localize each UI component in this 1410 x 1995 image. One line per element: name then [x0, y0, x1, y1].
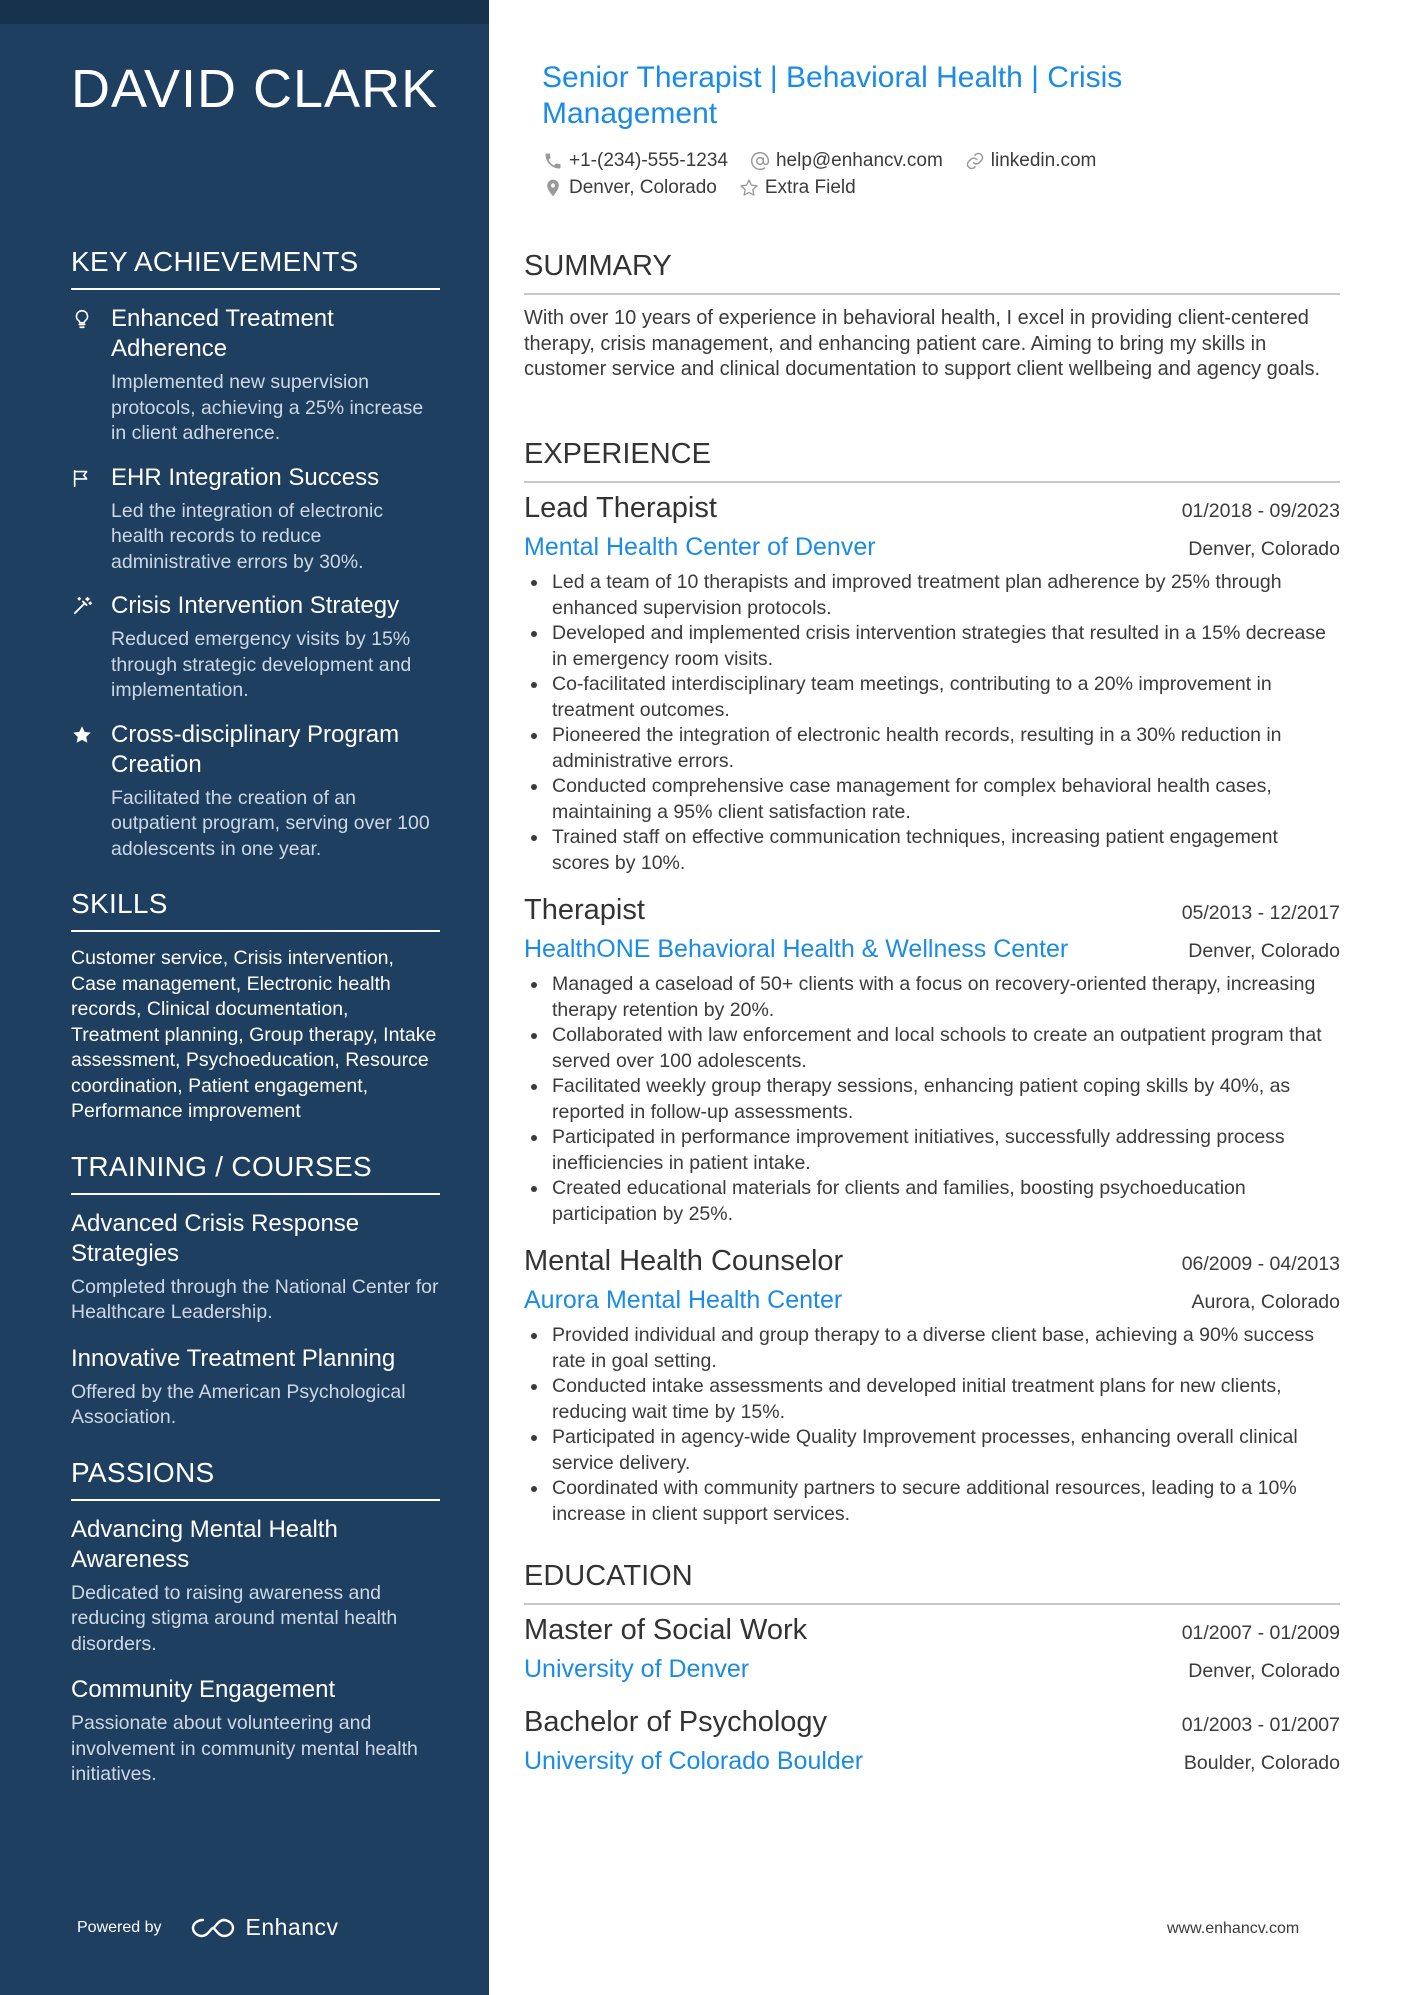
job-location: Denver, Colorado: [1188, 538, 1340, 560]
passion-title: Community Engagement: [71, 1676, 336, 1703]
phone-text: +1-(234)-555-1234: [569, 149, 728, 171]
training-section: [71, 1151, 440, 1431]
experience-item: [524, 1245, 1340, 1527]
location-pin-icon: [543, 178, 563, 198]
company-name: Aurora Mental Health Center: [524, 1286, 843, 1314]
bullet-item: Trained staff on effective communication techniques, increasing patient engagement scores by 10%.: [524, 825, 1340, 876]
linkedin-text: linkedin.com: [990, 149, 1097, 171]
job-dates: 05/2013 - 12/2017: [1181, 902, 1340, 924]
skills-heading: SKILLS: [71, 888, 440, 932]
achievement-title: Cross-disciplinary Program Creation: [111, 720, 400, 778]
bullet-item: Led a team of 10 therapists and improved treatment plan adherence by 25% through enhanced supervision protocols.: [524, 570, 1340, 621]
job-title: Mental Health Counselor: [524, 1245, 844, 1277]
bullet-item: Participated in agency-wide Quality Improvement processes, enhancing overall clinical service delivery.: [524, 1425, 1340, 1476]
job-location: Aurora, Colorado: [1191, 1291, 1340, 1313]
bullet-item: Created educational materials for clients and families, boosting psychoeducation participation by 25%.: [524, 1176, 1340, 1227]
achievement-title: Enhanced Treatment Adherence: [111, 305, 334, 362]
lightbulb-icon: [71, 304, 111, 447]
education-heading: EDUCATION: [524, 1560, 1340, 1605]
location-text: Denver, Colorado: [569, 176, 717, 198]
passion-item: [71, 1515, 440, 1658]
powered-by: [77, 1914, 339, 1941]
company-name: HealthONE Behavioral Health & Wellness Center: [524, 935, 1069, 963]
training-description: Offered by the American Psychological Association.: [71, 1380, 406, 1428]
bullet-item: Developed and implemented crisis intervention strategies that resulted in a 15% decrease in emergency room visits.: [524, 621, 1340, 672]
training-description: Completed through the National Center for Healthcare Leadership.: [71, 1275, 439, 1323]
bullet-item: Coordinated with community partners to secure additional resources, leading to a 10% increase in client support services.: [524, 1476, 1340, 1527]
achievement-description: Implemented new supervision protocols, achieving a 25% increase in client adherence.: [111, 371, 424, 444]
passion-description: Passionate about volunteering and involvement in community mental health initiatives.: [71, 1712, 418, 1785]
job-dates: 06/2009 - 04/2013: [1181, 1253, 1340, 1275]
location-contact: [543, 177, 717, 199]
summary-heading: SUMMARY: [524, 250, 1340, 295]
bullet-item: Managed a caseload of 50+ clients with a focus on recovery-oriented therapy, increasing therapy retention by 20%.: [524, 972, 1340, 1023]
school-name: University of Denver: [524, 1655, 750, 1683]
achievement-item: [71, 463, 440, 576]
education-item: [524, 1706, 1340, 1776]
enhancv-wordmark: Enhancv: [245, 1914, 339, 1940]
powered-by-label: Powered by: [77, 1918, 162, 1936]
bullet-item: Co-facilitated interdisciplinary team meetings, contributing to a 20% improvement in treatment outcomes.: [524, 672, 1340, 723]
experience-heading: EXPERIENCE: [524, 438, 1340, 483]
extra-field-contact: [739, 177, 856, 199]
education-dates: 01/2003 - 01/2007: [1181, 1714, 1340, 1736]
job-location: Denver, Colorado: [1188, 940, 1340, 962]
bullet-item: Facilitated weekly group therapy sessions, enhancing patient coping skills by 40%, as reported in follow-up assessments.: [524, 1074, 1340, 1125]
degree: Bachelor of Psychology: [524, 1706, 828, 1738]
achievement-title: EHR Integration Success: [111, 463, 380, 491]
achievement-item: [71, 304, 440, 447]
bullet-item: Provided individual and group therapy to a diverse client base, achieving a 90% success rate in goal setting.: [524, 1323, 1340, 1374]
bullet-item: Participated in performance improvement initiatives, successfully addressing process inefficiencies in patient intake.: [524, 1125, 1340, 1176]
contact-info: [543, 147, 1343, 201]
education-item: [524, 1614, 1340, 1684]
sidebar-top-bar: [0, 0, 489, 24]
achievements-heading: KEY ACHIEVEMENTS: [71, 246, 440, 290]
candidate-name: DAVID CLARK: [71, 59, 439, 119]
training-title: Advanced Crisis Response Strategies: [71, 1209, 360, 1267]
passion-title: Advancing Mental Health Awareness: [71, 1515, 338, 1573]
skills-section: [71, 888, 440, 1125]
enhancv-logo[interactable]: [190, 1914, 339, 1941]
degree: Master of Social Work: [524, 1614, 808, 1646]
phone-icon: [543, 151, 563, 171]
passions-heading: PASSIONS: [71, 1457, 440, 1501]
training-item: [71, 1209, 440, 1326]
school-name: University of Colorado Boulder: [524, 1747, 864, 1775]
star-outline-icon: [739, 178, 759, 198]
passions-section: [71, 1457, 440, 1788]
training-item: [71, 1344, 440, 1431]
email-text: help@enhancv.com: [775, 149, 943, 171]
training-title: Innovative Treatment Planning: [71, 1344, 396, 1372]
passion-description: Dedicated to raising awareness and reducing stigma around mental health disorders.: [71, 1581, 398, 1655]
flag-icon: [71, 463, 111, 576]
summary-text: With over 10 years of experience in behavioral health, I excel in providing client-centered therapy, crisis management, and enhancing patient care. Aiming to bring my skills in customer service and clinical documentation to support client wellbeing and agency goals.: [524, 307, 1321, 380]
extra-field-text: Extra Field: [764, 176, 856, 198]
bullet-item: Conducted comprehensive case management for complex behavioral health cases, maintaining a 95% client satisfaction rate.: [524, 774, 1340, 825]
email-contact[interactable]: [750, 150, 943, 172]
education-dates: 01/2007 - 01/2009: [1181, 1622, 1340, 1644]
experience-item: [524, 894, 1340, 1227]
enhancv-logo-icon: [190, 1915, 236, 1941]
bullet-item: Pioneered the integration of electronic health records, resulting in a 30% reduction in administrative errors.: [524, 723, 1340, 774]
bullet-item: Conducted intake assessments and developed initial treatment plans for new clients, reducing wait time by 15%.: [524, 1374, 1340, 1425]
school-location: Boulder, Colorado: [1183, 1752, 1340, 1774]
bullet-item: Collaborated with law enforcement and local schools to create an outpatient program that served over 100 adolescents.: [524, 1023, 1340, 1074]
sidebar-content: [71, 246, 440, 1814]
headline: Senior Therapist | Behavioral Health | Crisis Management: [542, 61, 1123, 130]
passion-item: [71, 1675, 440, 1788]
achievement-description: Facilitated the creation of an outpatient program, serving over 100 adolescents in one year.: [111, 786, 430, 860]
linkedin-contact[interactable]: [965, 150, 1097, 172]
achievement-item: [71, 720, 440, 863]
link-icon: [965, 151, 985, 171]
job-bullets: [524, 570, 1340, 876]
company-name: Mental Health Center of Denver: [524, 533, 876, 561]
job-bullets: [524, 1323, 1340, 1527]
magic-wand-icon: [71, 591, 111, 704]
achievement-description: Led the integration of electronic health records to reduce administrative errors by 30%.: [111, 499, 384, 573]
job-bullets: [524, 972, 1340, 1227]
star-icon: [71, 720, 111, 863]
skills-list: Customer service, Crisis intervention, Case management, Electronic health records, Clinical documentation, Treatment planning, Group therapy, Intake assessment, Psychoeducation, Resource coordination, Patient engagement, Performance improvement: [71, 947, 437, 1122]
job-dates: 01/2018 - 09/2023: [1181, 500, 1340, 522]
training-heading: TRAINING / COURSES: [71, 1151, 440, 1195]
footer-url[interactable]: www.enhancv.com: [1167, 1920, 1300, 1937]
achievement-item: [71, 591, 440, 704]
job-title: Lead Therapist: [524, 492, 717, 524]
sidebar: [0, 0, 489, 1995]
job-title: Therapist: [524, 894, 645, 926]
achievements-section: [71, 246, 440, 862]
achievement-title: Crisis Intervention Strategy: [111, 592, 400, 619]
experience-item: [524, 492, 1340, 876]
at-icon: [750, 151, 770, 171]
achievement-description: Reduced emergency visits by 15% through strategic development and implementation.: [111, 628, 412, 701]
phone-contact[interactable]: [543, 150, 728, 172]
school-location: Denver, Colorado: [1188, 1660, 1340, 1682]
